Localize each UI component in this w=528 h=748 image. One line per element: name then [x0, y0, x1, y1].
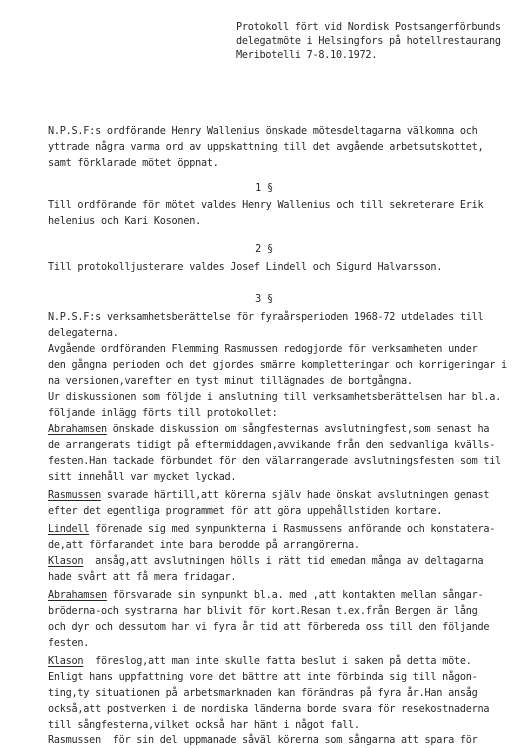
header-line-2: delegatmöte i Helsingfors på hotellrestaurang [236, 36, 501, 47]
intro-line-1: N.P.S.F:s ordförande Henry Wallenius önskade mötesdeltagarna välkomna och [48, 126, 478, 137]
speaker-name: Klason [48, 556, 84, 567]
discussion-line: bröderna-och systrarna har blivit för kort.Resan t.ex.från Bergen är lång [48, 606, 478, 617]
section-3-number: 3 § [255, 294, 273, 305]
speaker-name: Abrahamsen [48, 590, 107, 601]
header-line-3: Meribotelli 7-8.10.1972. [236, 50, 378, 61]
discussion-entry-1 [48, 424, 489, 436]
discussion-line: de,att förfarandet inte bara berodde på arrangörerna. [48, 540, 360, 551]
intro-line-3: samt förklarade mötet öppnat. [48, 158, 219, 169]
discussion-line: sitt innehåll var mycket lyckad. [48, 472, 237, 483]
speaker-name: Abrahamsen [48, 424, 107, 435]
discussion-line: de arrangerats tidigt på eftermiddagen,avvikande från den sedvanliga kvälls- [48, 440, 496, 451]
discussion-line: till sångfesterna,vilket också har hänt i något fall. [48, 720, 360, 731]
discussion-entry-5 [48, 590, 483, 602]
entry-text: försvarade sin synpunkt bl.a. med ,att kontakten mellan sångar- [106, 590, 484, 601]
entry-text: föreslog,att man inte skulle fatta beslut i saken på detta möte. [83, 656, 472, 667]
section-3-line-4: den gångna perioden och det gjordes smärre kompletteringar och korrigeringar i [48, 360, 507, 371]
section-3-line-2: delegaterna. [48, 328, 119, 339]
section-3-line-1: N.P.S.F:s verksamhetsberättelse för fyraårsperioden 1968-72 utdelades till [48, 312, 484, 323]
discussion-line: ting,ty situationen på arbetsmarknaden kan förändras på fyra år.Han ansåg [48, 688, 478, 699]
discussion-line: efter det egentliga programmet för att göra uppehållstiden kortare. [48, 506, 443, 517]
discussion-line: festen.Han tackade förbundet för den välarrangerade avslutningsfesten som til [48, 456, 502, 467]
discussion-line: festen. [48, 638, 90, 649]
entry-text: önskade diskussion om sångfesternas avslutningfest,som senast ha [106, 424, 490, 435]
discussion-entry-2 [48, 490, 489, 502]
section-1-number: 1 § [255, 183, 273, 194]
discussion-line: hade svårt att få mera fridagar. [48, 572, 237, 583]
discussion-line: Enligt hans uppfattning vore det bättre att inte förbinda sig till någon- [48, 672, 478, 683]
entry-text: förenade sig med synpunkterna i Rasmussens anförande och konstatera- [89, 524, 496, 535]
intro-line-2: yttrade några varma ord av uppskattning till det avgående arbetsutskottet, [48, 142, 484, 153]
section-3-line-7: följande inlägg förts till protokollet: [48, 408, 278, 419]
entry-text: svarade härtill,att körerna själv hade önskat avslutningen genast [100, 490, 490, 501]
speaker-name: Klason [48, 656, 84, 667]
discussion-line: också,att postverken i de nordiska länderna borde svara för resekostnaderna [48, 704, 490, 715]
speaker-name: Lindell [48, 524, 90, 535]
section-3-line-3: Avgående ordföranden Flemming Rasmussen redogjorde för verksamheten under [48, 344, 478, 355]
header-line-1: Protokoll fört vid Nordisk Postsangerförbunds [236, 22, 501, 33]
section-3-line-6: Ur diskussionen som följde i anslutning till verksamhetsberättelsen har bl.a. [48, 392, 502, 403]
discussion-line: Rasmussen för sin del uppmanade såväl körerna som sångarna att spara för [48, 735, 478, 746]
discussion-entry-4 [48, 556, 483, 568]
section-1-line-2: helenius och Kari Kosonen. [48, 216, 201, 227]
section-1-line-1: Till ordförande för mötet valdes Henry Wallenius och till sekreterare Erik [48, 200, 484, 211]
speaker-name: Rasmussen [48, 490, 101, 501]
entry-text: ansåg,att avslutningen hölls i rätt tid emedan många av deltagarna [83, 556, 484, 567]
discussion-line: och dyr och dessutom har vi fyra år tid att förbereda oss till den följande [48, 622, 490, 633]
discussion-entry-6 [48, 656, 472, 668]
section-2-number: 2 § [255, 244, 273, 255]
discussion-entry-3 [48, 524, 495, 536]
section-2-line-1: Till protokolljusterare valdes Josef Lindell och Sigurd Halvarsson. [48, 262, 443, 273]
section-3-line-5: na versionen,varefter en tyst minut tillägnades de bortgångna. [48, 376, 413, 387]
